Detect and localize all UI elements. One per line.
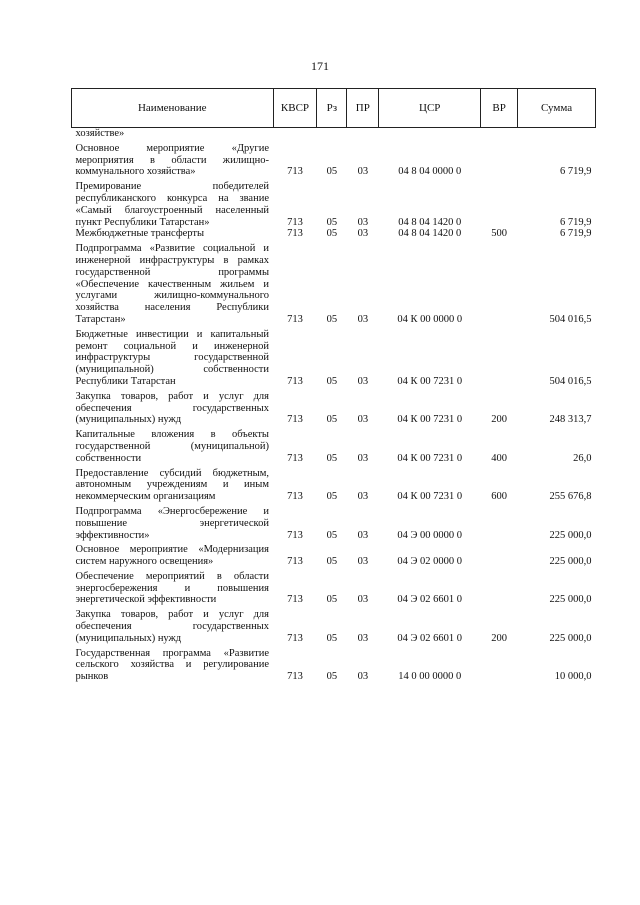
row-rz: 05 [326, 166, 338, 178]
row-csr: 04 Э 02 6601 0 [397, 632, 463, 644]
row-sum: 6 719,9 [560, 216, 592, 228]
row-sum: 225 000,0 [549, 632, 592, 644]
row-rz: 05 [326, 594, 338, 606]
row-name: Обеспечение мероприятий в области энергосбережения и повышения энергетической эффективности [75, 570, 269, 606]
row-pr: 03 [357, 556, 369, 568]
row-pr: 03 [357, 452, 369, 464]
row-csr: 04 Э 02 6601 0 [397, 594, 463, 606]
header-csr: ЦСР [379, 89, 481, 128]
row-sum: 225 000,0 [549, 529, 592, 541]
page-number: 171 [311, 59, 329, 73]
row-kvsr: 713 [287, 414, 303, 426]
row-kvsr: 713 [287, 216, 303, 228]
row-kvsr: 713 [287, 166, 303, 178]
row-kvsr: 713 [287, 529, 303, 541]
row-pr: 03 [357, 529, 369, 541]
row-csr: 04 К 00 7231 0 [397, 414, 463, 426]
row-sum: 6 719,9 [560, 228, 592, 240]
row-vr [481, 326, 518, 388]
row-pr: 03 [357, 375, 369, 387]
row-pr: 03 [357, 414, 369, 426]
row-sum: 248 313,7 [549, 414, 592, 426]
row-kvsr: 713 [287, 556, 303, 568]
row-rz: 05 [326, 556, 338, 568]
row-vr [481, 541, 518, 568]
row-rz [317, 128, 347, 140]
row-vr [481, 140, 518, 178]
row-sum: 26,0 [573, 452, 592, 464]
table-row [72, 568, 596, 606]
row-sum: 255 676,8 [549, 491, 592, 503]
row-vr [481, 645, 518, 683]
table-row [72, 426, 596, 464]
row-name: Основное мероприятие «Модернизация систем наружного освещения» [75, 544, 269, 568]
row-pr [347, 128, 379, 140]
table-row [72, 240, 596, 326]
row-vr [481, 503, 518, 541]
row-kvsr: 713 [287, 313, 303, 325]
row-rz: 05 [326, 491, 338, 503]
row-name: Подпрограмма «Энергосбережение и повышение энергетической эффективности» [75, 505, 269, 541]
row-vr [481, 240, 518, 326]
row-csr: 04 8 04 0000 0 [398, 166, 462, 178]
header-vr: ВР [481, 89, 518, 128]
row-kvsr: 713 [287, 491, 303, 503]
header-rz: Рз [317, 89, 347, 128]
row-csr: 14 0 00 0000 0 [398, 671, 462, 683]
row-vr: 500 [491, 228, 507, 240]
row-rz: 05 [326, 452, 338, 464]
header-name: Наименование [72, 89, 274, 128]
row-rz: 05 [326, 529, 338, 541]
row-pr: 03 [357, 594, 369, 606]
row-csr: 04 Э 00 0000 0 [397, 529, 463, 541]
row-name: Подпрограмма «Развитие социальной и инженерной инфраструктуры в рамках государственной программы «Обеспечение качественным жильем и услугами жилищно-коммунального хозяйства населения Республики Татарстан» [75, 243, 269, 325]
row-kvsr: 713 [287, 452, 303, 464]
header-kvsr: КВСР [273, 89, 317, 128]
budget-table [71, 88, 596, 683]
row-name: Государственная программа «Развитие сельского хозяйства и регулирование рынков [75, 647, 269, 683]
row-name: хозяйстве» [75, 128, 125, 139]
row-pr: 03 [357, 671, 369, 683]
row-rz: 05 [326, 375, 338, 387]
header-pr: ПР [347, 89, 379, 128]
row-sum: 504 016,5 [549, 375, 592, 387]
table-row [72, 128, 596, 140]
row-name: Капитальные вложения в объекты государственной (муниципальной) собственности [75, 429, 269, 464]
table-row [72, 606, 596, 644]
row-kvsr: 713 [287, 632, 303, 644]
row-kvsr: 713 [287, 375, 303, 387]
row-rz: 05 [326, 216, 338, 228]
row-name: Основное мероприятие «Другие мероприятия в области жилищно-коммунального хозяйства» [75, 142, 269, 178]
row-pr: 03 [357, 313, 369, 325]
row-kvsr: 713 [287, 671, 303, 683]
row-csr: 04 Э 02 0000 0 [397, 556, 463, 568]
row-rz: 05 [326, 228, 338, 240]
row-csr: 04 К 00 7231 0 [397, 452, 463, 464]
table-row [72, 140, 596, 178]
row-pr: 03 [357, 632, 369, 644]
row-name: Межбюджетные трансферты [75, 228, 205, 240]
row-rz: 05 [326, 632, 338, 644]
table-row [72, 388, 596, 426]
row-sum [518, 128, 596, 140]
row-name: Закупка товаров, работ и услуг для обеспечения государственных (муниципальных) нужд [75, 390, 269, 426]
row-vr: 600 [491, 491, 507, 503]
row-kvsr: 713 [287, 594, 303, 606]
row-sum: 6 719,9 [560, 166, 592, 178]
row-rz: 05 [326, 671, 338, 683]
row-csr: 04 8 04 1420 0 [398, 216, 462, 228]
row-name: Предоставление субсидий бюджетным, автономным учреждениям и иным некоммерческим организациям [75, 467, 269, 503]
row-csr: 04 К 00 7231 0 [397, 375, 463, 387]
row-vr: 200 [491, 414, 507, 426]
header-sum: Сумма [518, 89, 596, 128]
row-rz: 05 [326, 313, 338, 325]
row-sum: 504 016,5 [549, 313, 592, 325]
table-row [72, 465, 596, 503]
row-vr [481, 568, 518, 606]
row-pr: 03 [357, 166, 369, 178]
row-vr: 200 [491, 632, 507, 644]
table-row [72, 541, 596, 568]
row-csr: 04 8 04 1420 0 [398, 228, 462, 240]
table-row [72, 228, 596, 240]
row-rz: 05 [326, 414, 338, 426]
row-sum: 225 000,0 [549, 556, 592, 568]
row-csr: 04 К 00 0000 0 [397, 313, 463, 325]
row-sum: 225 000,0 [549, 594, 592, 606]
row-name: Закупка товаров, работ и услуг для обеспечения государственных (муниципальных) нужд [75, 609, 269, 644]
row-name: Премирование победителей республиканского конкурса на звание «Самый благоустроенный населенный пункт Республики Татарстан» [75, 181, 269, 228]
row-kvsr [273, 128, 317, 140]
table-header-row [72, 89, 596, 128]
row-name: Бюджетные инвестиции и капитальный ремонт социальной и инженерной инфраструктуры государственной (муниципальной) собственности Республики Татарстан [75, 328, 269, 387]
row-kvsr: 713 [287, 228, 303, 240]
table-row [72, 645, 596, 683]
row-pr: 03 [357, 491, 369, 503]
table-row [72, 326, 596, 388]
row-vr [481, 128, 518, 140]
table-row [72, 503, 596, 541]
row-pr: 03 [357, 228, 369, 240]
row-csr [379, 128, 481, 140]
row-csr: 04 К 00 7231 0 [397, 491, 463, 503]
table-row [72, 178, 596, 228]
row-sum: 10 000,0 [554, 671, 592, 683]
row-pr: 03 [357, 216, 369, 228]
row-vr: 400 [491, 452, 507, 464]
row-vr [481, 178, 518, 228]
